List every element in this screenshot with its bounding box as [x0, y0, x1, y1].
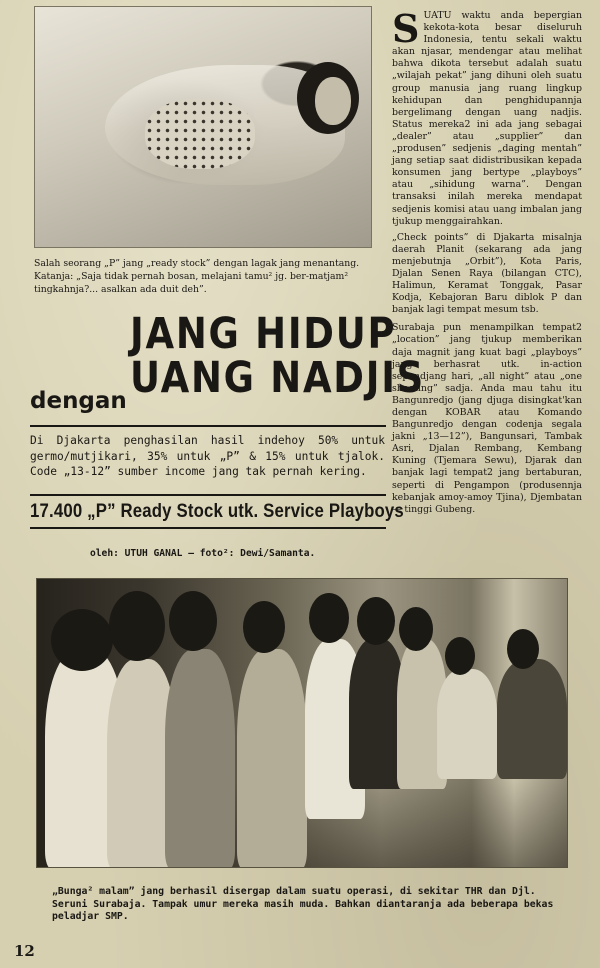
headline: [130, 309, 426, 403]
page-number: 12: [14, 942, 35, 960]
drop-cap: S: [392, 6, 420, 51]
lead-paragraph: Di Djakarta penghasilan hasil indehoy 50% untuk germo/mutjikari, 35% untuk „P” & 15% untuk tjalok. Code „13-12” sumber income jang tak pernah kering.: [30, 434, 385, 478]
photo-person: [497, 659, 567, 779]
photo-head: [243, 601, 285, 653]
photo-dress: [145, 99, 255, 169]
photo-person: [437, 669, 497, 779]
top-photo-caption: Salah seorang „P” jang „ready stock” dengan lagak jang menantang. Katanja: „Saja tidak pernah bosan, melajani tamu² jg. ber-matjam² tingkahnja?... asalkan ada duit deh”.: [34, 258, 360, 295]
photo-head: [357, 597, 395, 645]
photo-head: [399, 607, 433, 651]
bottom-photo-caption: „Bunga² malam” jang berhasil disergap dalam suatu operasi, di sekitar THR dan Djl. Seruni Surabaja. Tampak umur mereka masih muda. Bahkan diantaranja ada beberapa bekas peladjar SMP.: [52, 886, 554, 922]
photo-head: [445, 637, 475, 675]
photo-head: [507, 629, 539, 669]
headline-line-2: UANG NADJIS: [130, 353, 426, 403]
photo-face: [315, 77, 351, 125]
headline-line-1: JANG HIDUP: [130, 309, 397, 359]
article-paragraph-2: „Check points” di Djakarta misalnja daerah Planit (sekarang ada jang menjebutnja „Orbit”), Kota Paris, Djalan Senen Raya (bilangan CTC), Halimun, Keramat Tonggak, Pasar Kodja, Kebajoran Baru diblok P dan banjak lagi tempat mesum tsb.: [392, 231, 582, 316]
photo-head: [51, 609, 113, 671]
photo-person: [237, 649, 307, 868]
photo-person: [165, 649, 235, 868]
top-photo: [34, 6, 372, 248]
divider: [30, 527, 386, 529]
article-paragraph-1: SUATU waktu anda bepergian kekota-kota besar diseluruh Indonesia, tentu sekali waktu akan njasar, mendengar atau melihat bahwa dikota tersebut adalah suatu „wilajah pekat” jang dihuni oleh suatu group manusia jang ruang lingkup kehidupan dan penghidupannja bergelimang dengan uang nadjis. Status mereka2 ini ada jang sebagai „dealer” atau „supplier” dan „produsen” sedjenis „daging mentah” jang setiap saat didistribusikan kepada konsumen jang bertype „playboys” atau „sihidung warna”. Dengan transaksi inilah mereka mendapat sedjenis komisi atau uang imbalan jang tjukup menggairahkan.: [392, 6, 582, 227]
photo-head: [169, 591, 217, 651]
subhead: 17.400 „P” Ready Stock utk. Service Playboys: [30, 500, 404, 522]
divider: [30, 425, 386, 427]
headline-prefix: dengan: [30, 388, 127, 414]
byline: oleh: UTUH GANAL — foto²: Dewi/Samanta.: [90, 548, 316, 559]
article-column: [392, 6, 582, 518]
photo-head: [109, 591, 165, 661]
divider: [30, 494, 386, 496]
photo-head: [309, 593, 349, 643]
article-paragraph-3: Surabaja pun menampilkan tempat2 „location” jang tjukup memberikan daja magnit jang kuat bagi „playboys” jang berhasrat utk. in-action sepandjang hari, „all night” atau „one shooting” sadja. Anda mau tahu itu Bangunredjo (jang djuga disingkat'kan dengan KOBAR atau Komando Bangunredjo dengan codenja segala jakni „13—12”), Bangunsari, Tambak Asri, Djalan Rembang, Kembang Kuning (Tjemara Sewu), Djarak dan banjak lagi tempat2 jang bertaburan, seperti di Pengampon (produsennja kebanjak amoy-amoy Tjina), Djembatan — tinggi Gubeng.: [392, 322, 582, 515]
bottom-photo: [36, 578, 568, 868]
